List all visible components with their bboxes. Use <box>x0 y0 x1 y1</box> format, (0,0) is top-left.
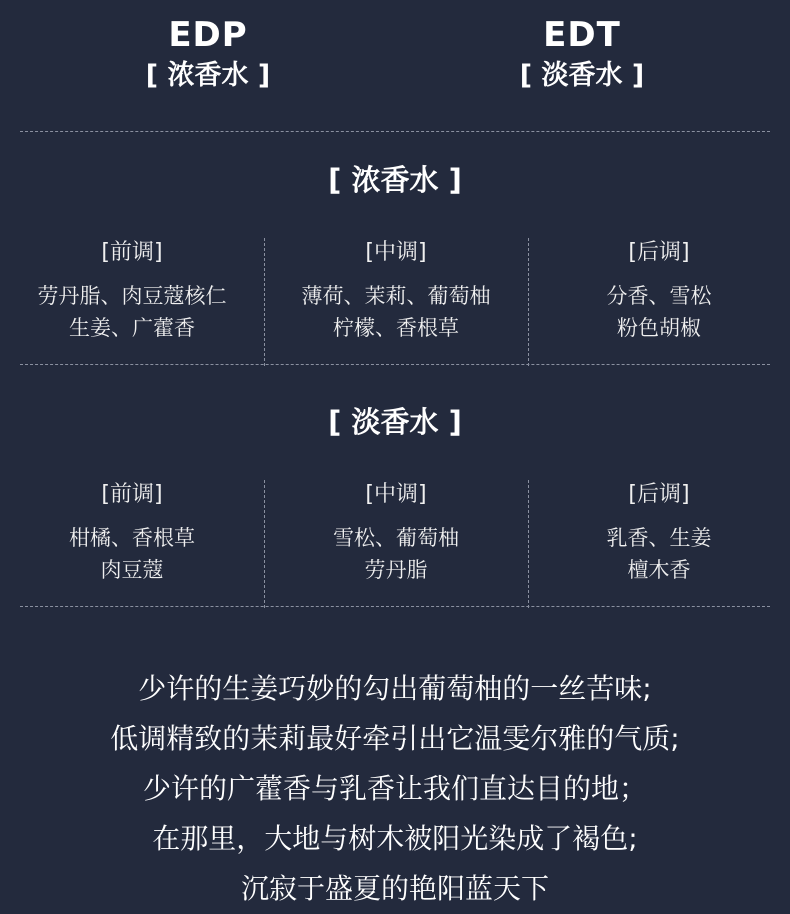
note-line: 肉豆蔻 <box>100 558 164 582</box>
note-column-top <box>0 238 264 366</box>
section-title-edp: [ 浓香水 ] <box>328 163 462 197</box>
note-column-base <box>528 480 790 608</box>
note-heading: [中调] <box>365 240 427 265</box>
note-heading: [前调] <box>101 240 163 265</box>
note-heading: [后调] <box>628 240 690 265</box>
note-line: 檀木香 <box>627 558 691 582</box>
header <box>0 14 790 114</box>
poem-line: 在那里，大地与树木被阳光染成了褐色; <box>152 822 638 855</box>
note-line: 粉色胡椒 <box>617 316 701 340</box>
note-line: 柠檬、香根草 <box>333 316 459 340</box>
poem-line: 少许的广藿香与乳香让我们直达目的地； <box>142 772 647 805</box>
edt-abbr: EDT <box>543 15 621 55</box>
edt-name: [ 淡香水 ] <box>519 60 645 91</box>
note-heading: [中调] <box>365 482 427 507</box>
description-text <box>0 664 790 914</box>
note-column-top <box>0 480 264 608</box>
divider <box>20 364 770 365</box>
note-line: 薄荷、茉莉、葡萄柚 <box>301 284 491 308</box>
poem-line: 低调精致的茉莉最好牵引出它温雯尔雅的气质; <box>110 722 680 755</box>
divider <box>20 131 770 132</box>
header-edt <box>452 14 712 96</box>
note-line: 生姜、广藿香 <box>69 316 195 340</box>
note-column-base <box>528 238 790 366</box>
note-heading: [后调] <box>628 482 690 507</box>
edp-abbr: EDP <box>168 15 248 55</box>
note-column-middle <box>264 238 528 366</box>
header-edp <box>78 14 338 96</box>
note-column-middle <box>264 480 528 608</box>
divider <box>20 606 770 607</box>
notes-grid-edt <box>0 480 790 608</box>
note-line: 柑橘、香根草 <box>69 526 195 550</box>
poem-line: 沉寂于盛夏的艳阳蓝天下 <box>240 872 549 905</box>
edp-name: [ 浓香水 ] <box>145 60 271 91</box>
note-line: 乳香、生姜 <box>606 526 712 550</box>
section-title-edt: [ 淡香水 ] <box>328 405 462 439</box>
note-line: 雪松、葡萄柚 <box>333 526 459 550</box>
note-line: 分香、雪松 <box>606 284 712 308</box>
poem-line: 少许的生姜巧妙的勾出葡萄柚的一丝苦味; <box>138 672 652 705</box>
note-line: 劳丹脂 <box>364 558 428 582</box>
note-line: 劳丹脂、肉豆蔻核仁 <box>37 284 227 308</box>
notes-grid-edp <box>0 238 790 366</box>
note-heading: [前调] <box>101 482 163 507</box>
